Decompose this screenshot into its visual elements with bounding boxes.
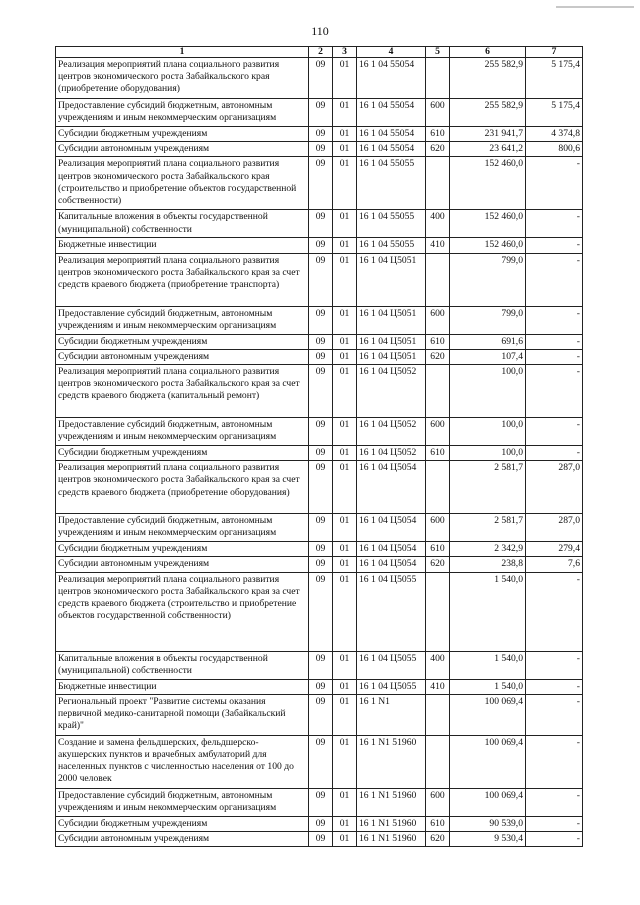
amount-cell: 100,0 bbox=[450, 446, 526, 461]
target-code-cell: 16 1 04 Ц5055 bbox=[357, 572, 426, 651]
amount-cell-2: - bbox=[526, 788, 583, 816]
table-row bbox=[56, 334, 583, 349]
table-row bbox=[56, 99, 583, 127]
row-name-cell: Бюджетные инвестиции bbox=[56, 238, 309, 253]
amount-cell-2: - bbox=[526, 572, 583, 651]
subsection-cell: 01 bbox=[333, 306, 357, 334]
table-row bbox=[56, 557, 583, 572]
amount-cell: 107,4 bbox=[450, 349, 526, 364]
expense-type-cell: 620 bbox=[426, 142, 450, 157]
section-cell: 09 bbox=[309, 157, 333, 210]
target-code-cell: 16 1 04 55055 bbox=[357, 157, 426, 210]
row-name-cell: Субсидии автономным учреждениям bbox=[56, 557, 309, 572]
expense-type-cell: 600 bbox=[426, 306, 450, 334]
table-row bbox=[56, 418, 583, 446]
row-name-cell: Реализация мероприятий плана социального развития центров экономического роста Забайкальского края (приобретение оборудования) bbox=[56, 58, 309, 99]
target-code-cell: 16 1 04 Ц5051 bbox=[357, 334, 426, 349]
section-cell: 09 bbox=[309, 788, 333, 816]
amount-cell: 100,0 bbox=[450, 365, 526, 418]
header-cell: 5 bbox=[426, 47, 450, 58]
amount-cell-2: 4 374,8 bbox=[526, 127, 583, 142]
expense-type-cell: 610 bbox=[426, 446, 450, 461]
expense-type-cell: 620 bbox=[426, 557, 450, 572]
table-row bbox=[56, 514, 583, 542]
subsection-cell: 01 bbox=[333, 446, 357, 461]
subsection-cell: 01 bbox=[333, 788, 357, 816]
target-code-cell: 16 1 04 Ц5054 bbox=[357, 542, 426, 557]
section-cell: 09 bbox=[309, 816, 333, 831]
table-row bbox=[56, 832, 583, 847]
amount-cell: 231 941,7 bbox=[450, 127, 526, 142]
amount-cell: 9 530,4 bbox=[450, 832, 526, 847]
table-row bbox=[56, 127, 583, 142]
section-cell: 09 bbox=[309, 651, 333, 679]
section-cell: 09 bbox=[309, 694, 333, 735]
expense-type-cell: 410 bbox=[426, 679, 450, 694]
header-cell: 6 bbox=[450, 47, 526, 58]
expense-type-cell: 600 bbox=[426, 418, 450, 446]
row-name-cell: Реализация мероприятий плана социального развития центров экономического роста Забайкальского края (строительство и приобретение объектов государственной собственности) bbox=[56, 157, 309, 210]
amount-cell-2: - bbox=[526, 694, 583, 735]
amount-cell-2: - bbox=[526, 365, 583, 418]
expense-type-cell bbox=[426, 572, 450, 651]
section-cell: 09 bbox=[309, 365, 333, 418]
amount-cell-2: - bbox=[526, 735, 583, 788]
amount-cell: 100 069,4 bbox=[450, 735, 526, 788]
target-code-cell: 16 1 04 Ц5055 bbox=[357, 651, 426, 679]
amount-cell: 255 582,9 bbox=[450, 58, 526, 99]
subsection-cell: 01 bbox=[333, 461, 357, 514]
amount-cell: 1 540,0 bbox=[450, 651, 526, 679]
subsection-cell: 01 bbox=[333, 238, 357, 253]
subsection-cell: 01 bbox=[333, 334, 357, 349]
section-cell: 09 bbox=[309, 142, 333, 157]
amount-cell: 238,8 bbox=[450, 557, 526, 572]
row-name-cell: Капитальные вложения в объекты государственной (муниципальной) собственности bbox=[56, 210, 309, 238]
table-row bbox=[56, 572, 583, 651]
target-code-cell: 16 1 04 Ц5051 bbox=[357, 253, 426, 306]
subsection-cell: 01 bbox=[333, 557, 357, 572]
subsection-cell: 01 bbox=[333, 349, 357, 364]
amount-cell-2: 287,0 bbox=[526, 514, 583, 542]
budget-table bbox=[55, 46, 583, 847]
expense-type-cell: 620 bbox=[426, 349, 450, 364]
row-name-cell: Капитальные вложения в объекты государственной (муниципальной) собственности bbox=[56, 651, 309, 679]
amount-cell-2: - bbox=[526, 210, 583, 238]
amount-cell: 100,0 bbox=[450, 418, 526, 446]
subsection-cell: 01 bbox=[333, 127, 357, 142]
target-code-cell: 16 1 N1 bbox=[357, 694, 426, 735]
row-name-cell: Предоставление субсидий бюджетным, автономным учреждениям и иным некоммерческим организациям bbox=[56, 306, 309, 334]
section-cell: 09 bbox=[309, 446, 333, 461]
target-code-cell: 16 1 04 Ц5052 bbox=[357, 446, 426, 461]
table-row bbox=[56, 349, 583, 364]
amount-cell: 255 582,9 bbox=[450, 99, 526, 127]
section-cell: 09 bbox=[309, 238, 333, 253]
row-name-cell: Реализация мероприятий плана социального развития центров экономического роста Забайкальского края за счет средств краевого бюджета (приобретение транспорта) bbox=[56, 253, 309, 306]
target-code-cell: 16 1 04 Ц5054 bbox=[357, 461, 426, 514]
row-name-cell: Реализация мероприятий плана социального развития центров экономического роста Забайкальского края за счет средств краевого бюджета (строительство и приобретение объектов государственной собственности) bbox=[56, 572, 309, 651]
target-code-cell: 16 1 04 55055 bbox=[357, 210, 426, 238]
section-cell: 09 bbox=[309, 832, 333, 847]
expense-type-cell: 600 bbox=[426, 788, 450, 816]
amount-cell: 100 069,4 bbox=[450, 694, 526, 735]
amount-cell-2: 5 175,4 bbox=[526, 99, 583, 127]
header-cell: 1 bbox=[56, 47, 309, 58]
target-code-cell: 16 1 04 55054 bbox=[357, 99, 426, 127]
table-body bbox=[56, 58, 583, 847]
row-name-cell: Региональный проект "Развитие системы оказания первичной медико-санитарной помощи (Забайкальский край)" bbox=[56, 694, 309, 735]
subsection-cell: 01 bbox=[333, 542, 357, 557]
amount-cell-2: 7,6 bbox=[526, 557, 583, 572]
subsection-cell: 01 bbox=[333, 679, 357, 694]
subsection-cell: 01 bbox=[333, 816, 357, 831]
header-cell: 4 bbox=[357, 47, 426, 58]
subsection-cell: 01 bbox=[333, 514, 357, 542]
target-code-cell: 16 1 04 Ц5054 bbox=[357, 514, 426, 542]
row-name-cell: Субсидии автономным учреждениям bbox=[56, 349, 309, 364]
table-row bbox=[56, 694, 583, 735]
expense-type-cell: 600 bbox=[426, 99, 450, 127]
amount-cell-2: - bbox=[526, 238, 583, 253]
amount-cell-2: - bbox=[526, 832, 583, 847]
section-cell: 09 bbox=[309, 306, 333, 334]
amount-cell-2: 800,6 bbox=[526, 142, 583, 157]
target-code-cell: 16 1 N1 51960 bbox=[357, 735, 426, 788]
row-name-cell: Реализация мероприятий плана социального развития центров экономического роста Забайкальского края за счет средств краевого бюджета (приобретение оборудования) bbox=[56, 461, 309, 514]
row-name-cell: Субсидии бюджетным учреждениям bbox=[56, 542, 309, 557]
section-cell: 09 bbox=[309, 210, 333, 238]
expense-type-cell: 400 bbox=[426, 210, 450, 238]
section-cell: 09 bbox=[309, 58, 333, 99]
section-cell: 09 bbox=[309, 735, 333, 788]
row-name-cell: Создание и замена фельдшерских, фельдшерско-акушерских пунктов и врачебных амбулаторий для населенных пунктов с численностью населения от 100 до 2000 человек bbox=[56, 735, 309, 788]
subsection-cell: 01 bbox=[333, 735, 357, 788]
expense-type-cell: 610 bbox=[426, 127, 450, 142]
row-name-cell: Предоставление субсидий бюджетным, автономным учреждениям и иным некоммерческим организациям bbox=[56, 514, 309, 542]
row-name-cell: Реализация мероприятий плана социального развития центров экономического роста Забайкальского края за счет средств краевого бюджета (капитальный ремонт) bbox=[56, 365, 309, 418]
amount-cell: 2 581,7 bbox=[450, 461, 526, 514]
scan-top-mark bbox=[556, 6, 634, 8]
expense-type-cell: 610 bbox=[426, 542, 450, 557]
table-row bbox=[56, 816, 583, 831]
target-code-cell: 16 1 04 55055 bbox=[357, 238, 426, 253]
amount-cell-2: - bbox=[526, 334, 583, 349]
target-code-cell: 16 1 04 Ц5055 bbox=[357, 679, 426, 694]
target-code-cell: 16 1 04 55054 bbox=[357, 142, 426, 157]
subsection-cell: 01 bbox=[333, 210, 357, 238]
expense-type-cell: 600 bbox=[426, 514, 450, 542]
subsection-cell: 01 bbox=[333, 651, 357, 679]
subsection-cell: 01 bbox=[333, 572, 357, 651]
expense-type-cell bbox=[426, 694, 450, 735]
section-cell: 09 bbox=[309, 418, 333, 446]
subsection-cell: 01 bbox=[333, 253, 357, 306]
header-cell: 7 bbox=[526, 47, 583, 58]
table-row bbox=[56, 238, 583, 253]
amount-cell: 691,6 bbox=[450, 334, 526, 349]
header-cell: 2 bbox=[309, 47, 333, 58]
subsection-cell: 01 bbox=[333, 418, 357, 446]
amount-cell-2: 5 175,4 bbox=[526, 58, 583, 99]
amount-cell: 2 581,7 bbox=[450, 514, 526, 542]
table-row bbox=[56, 651, 583, 679]
section-cell: 09 bbox=[309, 461, 333, 514]
subsection-cell: 01 bbox=[333, 142, 357, 157]
section-cell: 09 bbox=[309, 253, 333, 306]
target-code-cell: 16 1 04 55054 bbox=[357, 127, 426, 142]
amount-cell-2: - bbox=[526, 253, 583, 306]
table-row bbox=[56, 306, 583, 334]
target-code-cell: 16 1 N1 51960 bbox=[357, 788, 426, 816]
amount-cell-2: - bbox=[526, 679, 583, 694]
amount-cell-2: - bbox=[526, 418, 583, 446]
section-cell: 09 bbox=[309, 542, 333, 557]
section-cell: 09 bbox=[309, 572, 333, 651]
expense-type-cell: 400 bbox=[426, 651, 450, 679]
expense-type-cell: 610 bbox=[426, 816, 450, 831]
row-name-cell: Субсидии автономным учреждениям bbox=[56, 142, 309, 157]
table-row bbox=[56, 735, 583, 788]
target-code-cell: 16 1 04 Ц5054 bbox=[357, 557, 426, 572]
amount-cell: 1 540,0 bbox=[450, 572, 526, 651]
section-cell: 09 bbox=[309, 99, 333, 127]
target-code-cell: 16 1 04 Ц5051 bbox=[357, 306, 426, 334]
row-name-cell: Предоставление субсидий бюджетным, автономным учреждениям и иным некоммерческим организациям bbox=[56, 418, 309, 446]
amount-cell: 799,0 bbox=[450, 306, 526, 334]
target-code-cell: 16 1 N1 51960 bbox=[357, 816, 426, 831]
row-name-cell: Субсидии бюджетным учреждениям bbox=[56, 816, 309, 831]
amount-cell-2: 279,4 bbox=[526, 542, 583, 557]
table-row bbox=[56, 788, 583, 816]
target-code-cell: 16 1 04 Ц5052 bbox=[357, 418, 426, 446]
expense-type-cell bbox=[426, 253, 450, 306]
table-row bbox=[56, 210, 583, 238]
expense-type-cell bbox=[426, 461, 450, 514]
header-cell: 3 bbox=[333, 47, 357, 58]
amount-cell: 90 539,0 bbox=[450, 816, 526, 831]
expense-type-cell bbox=[426, 365, 450, 418]
table-row bbox=[56, 542, 583, 557]
amount-cell: 799,0 bbox=[450, 253, 526, 306]
table-row bbox=[56, 58, 583, 99]
expense-type-cell bbox=[426, 157, 450, 210]
amount-cell-2: 287,0 bbox=[526, 461, 583, 514]
table-row bbox=[56, 679, 583, 694]
section-cell: 09 bbox=[309, 679, 333, 694]
subsection-cell: 01 bbox=[333, 694, 357, 735]
row-name-cell: Бюджетные инвестиции bbox=[56, 679, 309, 694]
expense-type-cell bbox=[426, 58, 450, 99]
subsection-cell: 01 bbox=[333, 99, 357, 127]
amount-cell-2: - bbox=[526, 306, 583, 334]
amount-cell-2: - bbox=[526, 157, 583, 210]
row-name-cell: Субсидии бюджетным учреждениям bbox=[56, 334, 309, 349]
section-cell: 09 bbox=[309, 557, 333, 572]
subsection-cell: 01 bbox=[333, 157, 357, 210]
row-name-cell: Предоставление субсидий бюджетным, автономным учреждениям и иным некоммерческим организациям bbox=[56, 99, 309, 127]
table-row bbox=[56, 253, 583, 306]
target-code-cell: 16 1 N1 51960 bbox=[357, 832, 426, 847]
subsection-cell: 01 bbox=[333, 832, 357, 847]
expense-type-cell: 410 bbox=[426, 238, 450, 253]
row-name-cell: Субсидии бюджетным учреждениям bbox=[56, 446, 309, 461]
amount-cell-2: - bbox=[526, 651, 583, 679]
section-cell: 09 bbox=[309, 514, 333, 542]
amount-cell: 100 069,4 bbox=[450, 788, 526, 816]
expense-type-cell bbox=[426, 735, 450, 788]
expense-type-cell: 610 bbox=[426, 334, 450, 349]
amount-cell: 1 540,0 bbox=[450, 679, 526, 694]
page-number: 110 bbox=[311, 24, 329, 38]
table-row bbox=[56, 461, 583, 514]
subsection-cell: 01 bbox=[333, 58, 357, 99]
section-cell: 09 bbox=[309, 349, 333, 364]
table-row bbox=[56, 142, 583, 157]
row-name-cell: Субсидии автономным учреждениям bbox=[56, 832, 309, 847]
table-row bbox=[56, 157, 583, 210]
section-cell: 09 bbox=[309, 127, 333, 142]
amount-cell: 23 641,2 bbox=[450, 142, 526, 157]
header-row bbox=[56, 47, 583, 58]
expense-type-cell: 620 bbox=[426, 832, 450, 847]
amount-cell: 152 460,0 bbox=[450, 157, 526, 210]
amount-cell: 152 460,0 bbox=[450, 210, 526, 238]
target-code-cell: 16 1 04 Ц5052 bbox=[357, 365, 426, 418]
subsection-cell: 01 bbox=[333, 365, 357, 418]
table-row bbox=[56, 365, 583, 418]
amount-cell-2: - bbox=[526, 349, 583, 364]
row-name-cell: Предоставление субсидий бюджетным, автономным учреждениям и иным некоммерческим организациям bbox=[56, 788, 309, 816]
target-code-cell: 16 1 04 55054 bbox=[357, 58, 426, 99]
amount-cell-2: - bbox=[526, 446, 583, 461]
amount-cell: 2 342,9 bbox=[450, 542, 526, 557]
section-cell: 09 bbox=[309, 334, 333, 349]
row-name-cell: Субсидии бюджетным учреждениям bbox=[56, 127, 309, 142]
amount-cell-2: - bbox=[526, 816, 583, 831]
target-code-cell: 16 1 04 Ц5051 bbox=[357, 349, 426, 364]
amount-cell: 152 460,0 bbox=[450, 238, 526, 253]
table-row bbox=[56, 446, 583, 461]
